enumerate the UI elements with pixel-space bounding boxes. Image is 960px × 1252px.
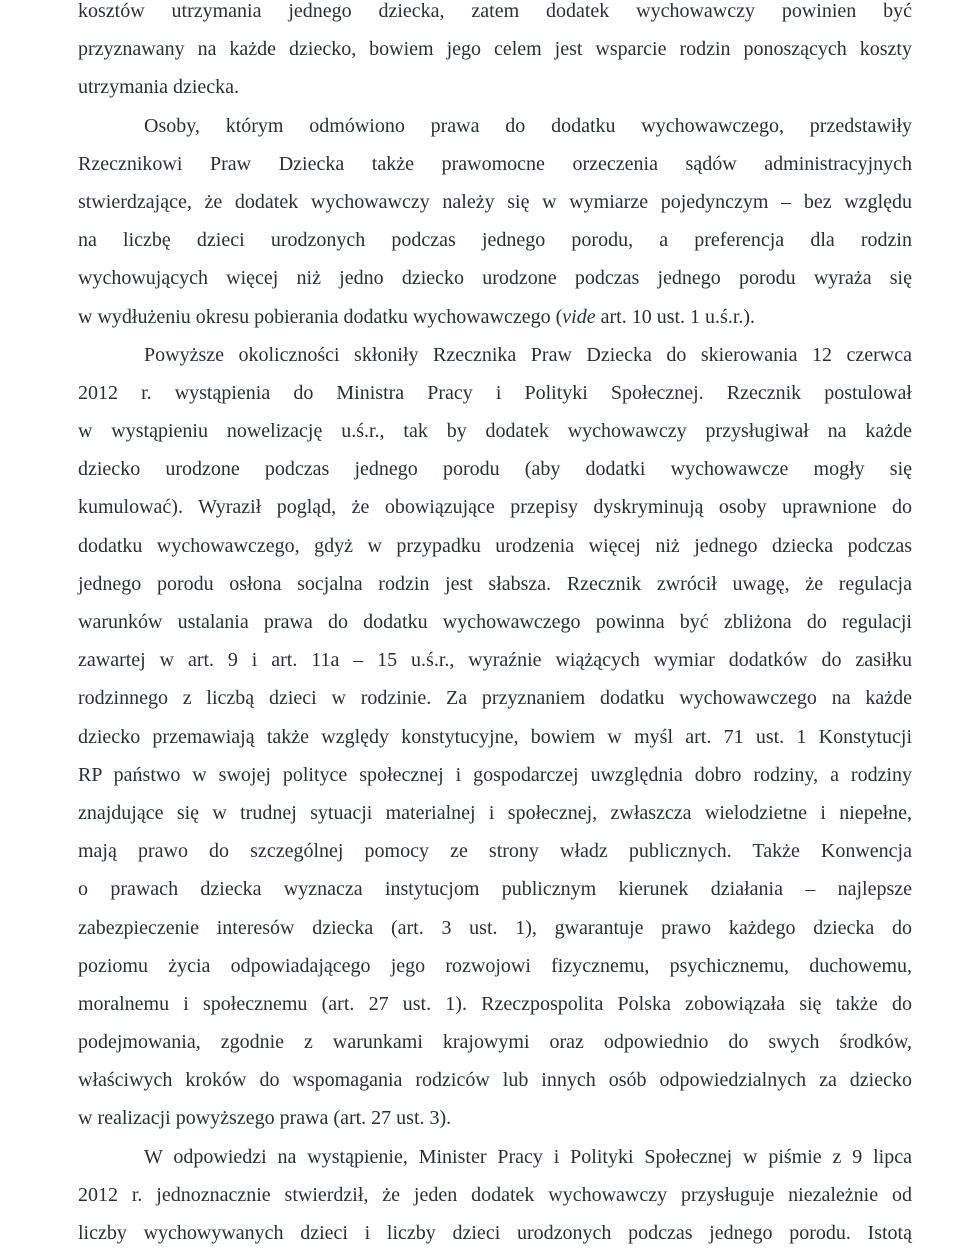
text-line: w realizacji powyższego prawa (art. 27 ust. 3). bbox=[78, 1107, 452, 1130]
text-line: kosztów utrzymania jednego dziecka, zatem dodatek wychowawczy powinien być bbox=[78, 0, 912, 22]
document-page bbox=[78, 0, 912, 1252]
text-line: Osoby, którym odmówiono prawa do dodatku wychowawczego, przedstawiły bbox=[144, 114, 912, 137]
text-line: właściwych kroków do wspomagania rodziców lub innych osób odpowiedzialnych za dziecko bbox=[78, 1069, 912, 1092]
text-line: poziomu życia odpowiadającego jego rozwojowi fizycznemu, psychicznemu, duchowemu, bbox=[78, 954, 912, 977]
text-line: zawartej w art. 9 i art. 11a – 15 u.ś.r., wyraźnie wiążących wymiar dodatków do zasiłku bbox=[78, 649, 912, 672]
text-line: jednego porodu osłona socjalna rodzin jest słabsza. Rzecznik zwrócił uwagę, że regulacja bbox=[78, 572, 912, 595]
text-line: Rzecznikowi Praw Dziecka także prawomocne orzeczenia sądów administracyjnych bbox=[78, 152, 912, 175]
text-line: dodatku wychowawczego, gdyż w przypadku urodzenia więcej niż jednego dziecka podczas bbox=[78, 534, 912, 557]
text-line: moralnemu i społecznemu (art. 27 ust. 1). Rzeczpospolita Polska zobowiązała się także do bbox=[78, 992, 912, 1015]
text-line: utrzymania dziecka. bbox=[78, 76, 240, 99]
text-line: stwierdzające, że dodatek wychowawczy należy się w wymiarze pojedynczym – bez względu bbox=[78, 190, 912, 213]
text-line: 2012 r. jednoznacznie stwierdził, że jeden dodatek wychowawczy przysługuje niezależnie od bbox=[78, 1183, 912, 1206]
text-line: o prawach dziecka wyznacza instytucjom publicznym kierunek działania – najlepsze bbox=[78, 878, 912, 901]
text-line: liczby wychowywanych dzieci i liczby dzieci urodzonych podczas jednego porodu. Istotą bbox=[78, 1222, 912, 1244]
text-line: zabezpieczenie interesów dziecka (art. 3 ust. 1), gwarantuje prawo każdego dziecka do bbox=[78, 916, 912, 939]
text-line: wychowujących więcej niż jedno dziecko urodzone podczas jednego porodu wyraża się bbox=[78, 267, 912, 290]
text-line: znajdujące się w trudnej sytuacji materialnej i społecznej, zwłaszcza wielodzietne i niepełne, bbox=[78, 801, 912, 824]
text-line: 2012 r. wystąpienia do Ministra Pracy i Polityki Społecznej. Rzecznik postulował bbox=[78, 381, 912, 404]
text-line: W odpowiedzi na wystąpienie, Minister Pracy i Polityki Społecznej w piśmie z 9 lipca bbox=[144, 1145, 912, 1168]
text-line: rodzinnego z liczbą dzieci w rodzinie. Za przyznaniem dodatku wychowawczego na każde bbox=[78, 687, 912, 710]
italic-term: vide bbox=[562, 305, 596, 328]
text-line: podejmowania, zgodnie z warunkami krajowymi oraz odpowiednio do swych środków, bbox=[78, 1031, 912, 1054]
text-line: w wydłużeniu okresu pobierania dodatku wychowawczego (vide art. 10 ust. 1 u.ś.r.). bbox=[78, 305, 756, 328]
text-line: RP państwo w swojej polityce społecznej i gospodarczej uwzględnia dobro rodziny, a rodziny bbox=[78, 763, 912, 786]
text-line: mają prawo do szczególnej pomocy ze strony władz publicznych. Także Konwencja bbox=[78, 840, 912, 863]
text-line: kumulować). Wyraził pogląd, że obowiązujące przepisy dyskryminują osoby uprawnione do bbox=[78, 496, 912, 519]
text-line: na liczbę dzieci urodzonych podczas jednego porodu, a preferencja dla rodzin bbox=[78, 229, 912, 252]
text-line: w wystąpieniu nowelizację u.ś.r., tak by dodatek wychowawczy przysługiwał na każde bbox=[78, 420, 912, 443]
text-line: warunków ustalania prawa do dodatku wychowawczego powinna być zbliżona do regulacji bbox=[78, 611, 912, 633]
text-line: dziecko przemawiają także względy konstytucyjne, bowiem w myśl art. 71 ust. 1 Konstytucji bbox=[78, 725, 912, 748]
text-line: Powyższe okoliczności skłoniły Rzecznika Praw Dziecka do skierowania 12 czerwca bbox=[144, 343, 912, 366]
text-line: dziecko urodzone podczas jednego porodu (aby dodatki wychowawcze mogły się bbox=[78, 458, 912, 481]
text-line: przyznawany na każde dziecko, bowiem jego celem jest wsparcie rodzin ponoszących koszty bbox=[78, 38, 912, 61]
